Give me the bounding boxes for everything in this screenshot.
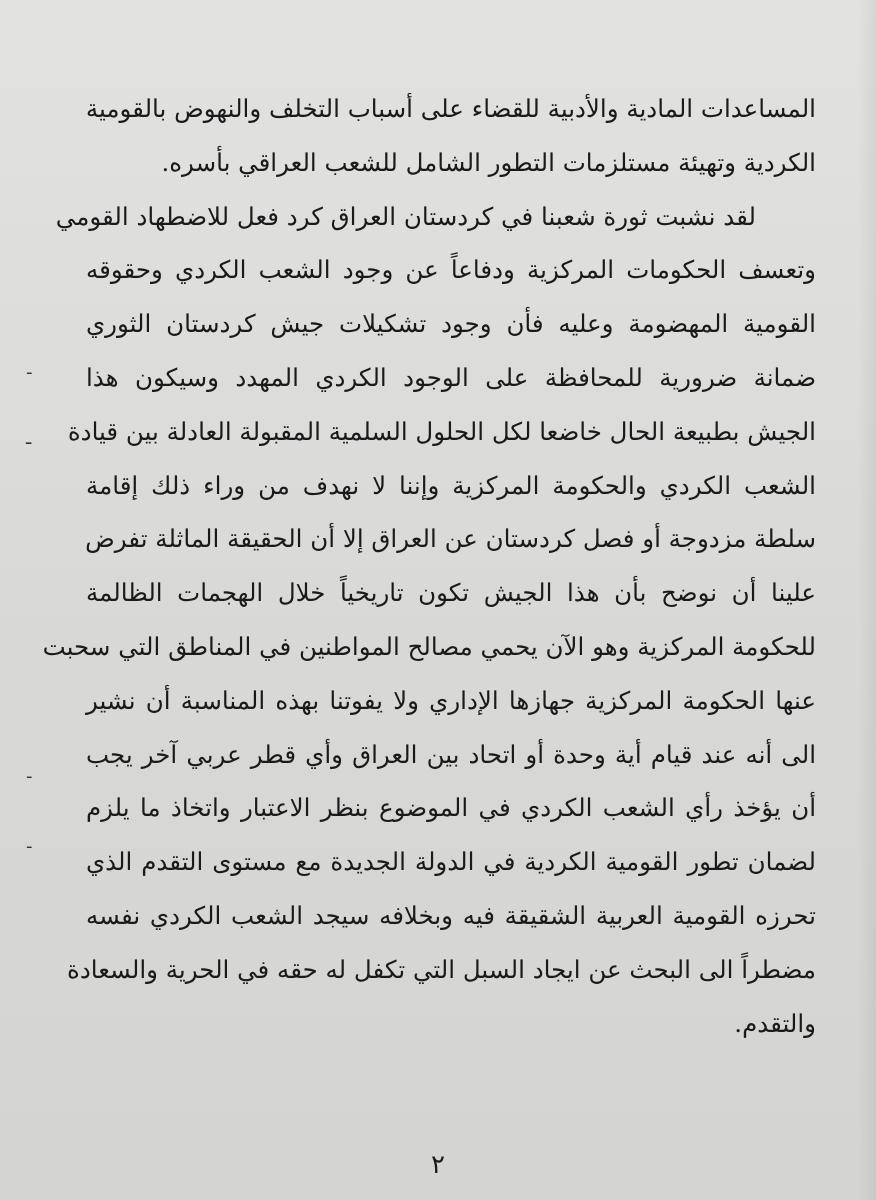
- text-line: سلطة مزدوجة أو فصل كردستان عن العراق إلا أن الحقيقة الماثلة تفرض: [85, 524, 816, 554]
- text-line: والتقدم.: [734, 1008, 816, 1038]
- text-line: الجيش بطبيعة الحال خاضعا لكل الحلول السلمية المقبولة العادلة بين قيادة: [67, 416, 816, 446]
- text-line: وتعسف الحكومات المركزية ودفاعاً عن وجود الشعب الكردي وحقوقه: [86, 255, 816, 285]
- margin-mark: -: [26, 836, 33, 857]
- text-line: القومية المهضومة وعليه فأن وجود تشكيلات جيش كردستان الثوري: [86, 309, 816, 339]
- text-line: تحرزه القومية العربية الشقيقة فيه وبخلافه سيجد الشعب الكردي نفسه: [86, 900, 816, 930]
- margin-mark: -: [26, 362, 33, 383]
- text-line: المساعدات المادية والأدبية للقضاء على أسباب التخلف والنهوض بالقومية: [85, 94, 816, 123]
- text-line: الشعب الكردي والحكومة المركزية وإننا لا نهدف من وراء ذلك إقامة: [86, 470, 816, 500]
- text-line: لقد نشبت ثورة شعبنا في كردستان العراق كرد فعل للاضطهاد القومي: [55, 201, 756, 231]
- text-line: ضمانة ضرورية للمحافظة على الوجود الكردي المهدد وسيكون هذا: [86, 362, 816, 392]
- text-line: للحكومة المركزية وهو الآن يحمي مصالح المواطنين في المناطق التي سحبت: [42, 631, 816, 661]
- text-line: الكردية وتهيئة مستلزمات التطور الشامل للشعب العراقي بأسره.: [161, 147, 816, 177]
- margin-mark: -: [26, 766, 33, 787]
- text-line: عنها الحكومة المركزية جهازها الإداري ولا يفوتنا بهذه المناسبة أن نشير: [86, 685, 816, 715]
- text-line: الى أنه عند قيام أية وحدة أو اتحاد بين العراق وأي قطر عربي آخر يجب: [86, 739, 816, 769]
- text-line: لضمان تطور القومية الكردية في الدولة الجديدة مع مستوى التقدم الذي: [86, 847, 816, 877]
- text-line: مضطراً الى البحث عن ايجاد السبل التي تكفل له حقه في الحرية والسعادة: [67, 954, 816, 984]
- page-number: ٢: [431, 1150, 445, 1180]
- text-line: علينا أن نوضح بأن هذا الجيش تكون تاريخياً خلال الهجمات الظالمة: [86, 578, 816, 608]
- text-line: أن يؤخذ رأي الشعب الكردي في الموضوع بنظر الاعتبار واتخاذ ما يلزم: [86, 793, 816, 823]
- body-text: [42, 82, 816, 1050]
- margin-mark: ـ: [26, 428, 32, 449]
